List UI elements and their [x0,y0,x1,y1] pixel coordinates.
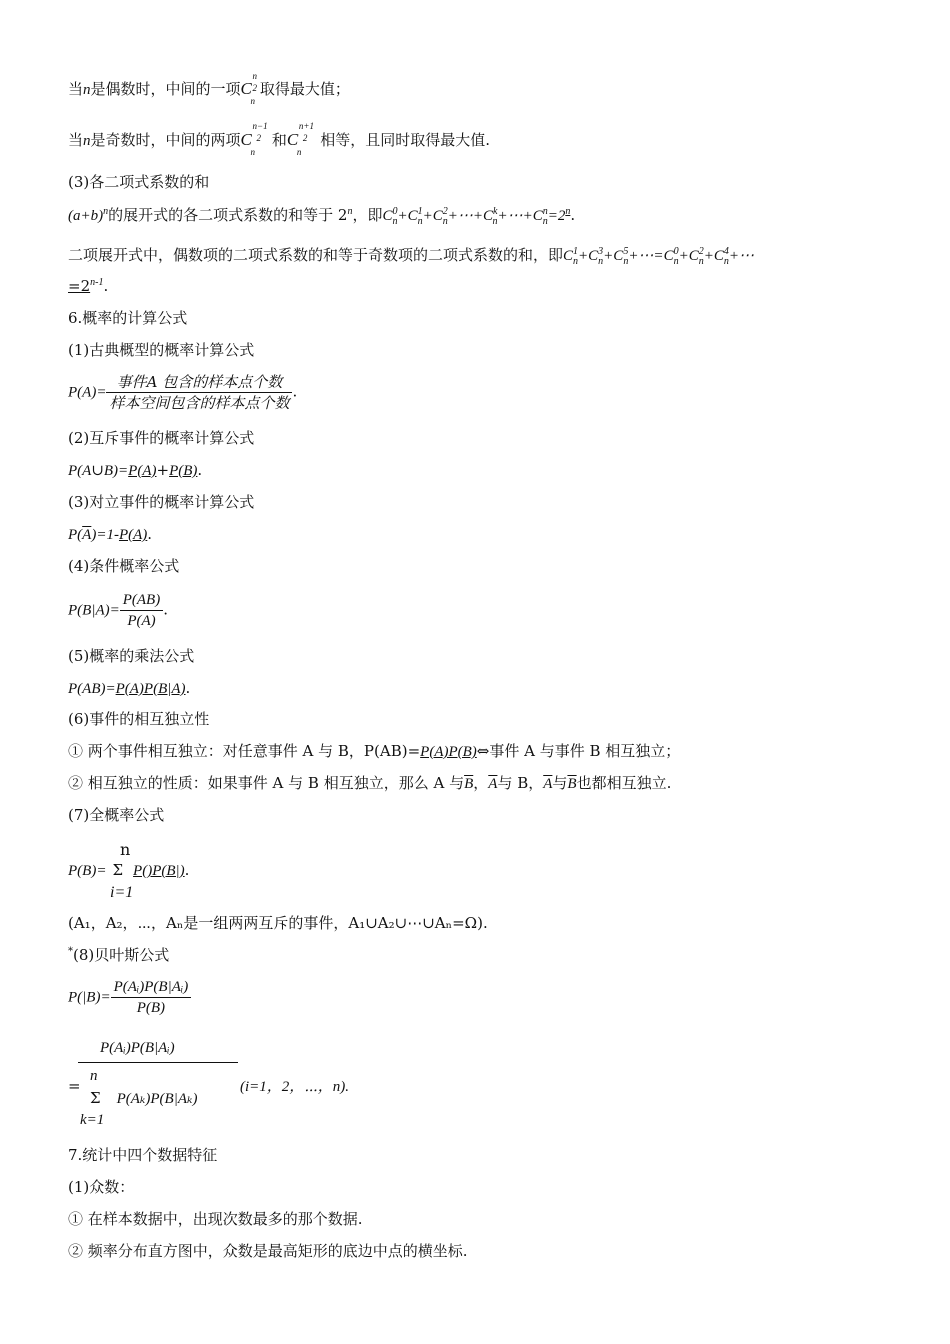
parity-sum-line: 二项展开式中，偶数项的二项式系数的和等于奇数项的二项式系数的和，即$C^1_n+C^3_n+C^5_n+\cdots=C^0_n+C^2_n+C^4_n+\cdots$ [68,246,754,267]
complement-formula: $P(\overline{A})=1-P(A)$. [68,525,153,543]
total-prob-formula: P(B)= Σ P()P(B|). [68,861,190,879]
binomial-coefficient: C n 2 n [240,71,258,106]
classical-prob-title: (1)古典概型的概率计算公式 [68,341,255,359]
binomial-sum-line: $(a+b)^n$的展开式的各二项式系数的和等于 2$^n$，即$C^0_n+C^1_n+C^2_n+\cdots+C^k_n+\cdots+C^n_n=2^n$. [68,206,576,227]
parity-sum-result: $=2^{n-1}$. [68,277,109,295]
exclusive-events-formula: P(A∪B)=P(A)+P(B). [68,461,203,479]
mode-title: (1)众数： [68,1178,135,1196]
binomial-coefficient: C n+1 2 n [286,121,314,157]
binomial-coefficient: C n−1 2 n [240,121,268,157]
complement-title: (3)对立事件的概率计算公式 [68,493,255,511]
section-6-heading: 6.概率的计算公式 [68,309,188,327]
mode-def-1: ① 在样本数据中，出现次数最多的那个数据. [68,1210,363,1228]
section-3-title: (3)各二项式系数的和 [68,173,210,191]
bayes-expanded-numerator: P(Aᵢ)P(B|Aᵢ) [100,1040,175,1056]
independence-property: ② 相互独立的性质：如果事件 A 与 B 相互独立，那么 A 与$\overline{B}$，$\overline{A}$与 B，$\overline{A}$与$\overline{B}$也都相互独立. [68,774,672,792]
exclusive-events-title: (2)互斥事件的概率计算公式 [68,429,255,447]
total-prob-note: (A₁，A₂，⋯，Aₙ是一组两两互斥的事件，A₁∪A₂∪⋯∪Aₙ=Ω). [68,914,488,932]
bayes-index-range: (i=1，2，⋯，n). [240,1079,350,1095]
total-prob-title: (7)全概率公式 [68,806,165,824]
bayes-expanded-formula: = [68,1077,81,1095]
bayes-title: *(8)贝叶斯公式 [68,946,170,964]
sum-lower-limit: k=1 [80,1112,105,1128]
conditional-prob-formula: P(B|A)= $\frac{P(AB)}{P(A)}$ . [68,592,168,629]
bayes-denominator: Σ P(Aₖ)P(B|Aₖ) [90,1089,198,1107]
classical-prob-formula: P(A)= $\frac{\text{事件A 包含的样本点个数}}{\text{样本空间包含的样本点个数}}$ . [68,373,298,412]
conditional-prob-title: (4)条件概率公式 [68,557,180,575]
even-case-line: 当n是偶数时，中间的一项C n 2 n 取得最大值； [68,71,350,106]
bayes-formula: P(|B)= $\frac{\text{P(Aᵢ)P(B|Aᵢ)}}{P(B)}$ [68,977,191,1018]
fraction-bar [78,1062,238,1063]
multiplication-rule-formula: P(AB)=P(A)P(B|A). [68,679,191,697]
multiplication-rule-title: (5)概率的乘法公式 [68,647,195,665]
mode-def-2: ② 频率分布直方图中，众数是最高矩形的底边中点的横坐标. [68,1242,468,1260]
sum-lower-limit: i=1 [110,884,134,901]
sum-upper-limit: n [90,1068,98,1084]
independence-title: (6)事件的相互独立性 [68,710,210,728]
independence-def: ① 两个事件相互独立：对任意事件 A 与 B，P(AB)=P(A)P(B)⇔事件 A 与事件 B 相互独立； [68,742,681,760]
sum-upper-limit: n [120,840,131,859]
odd-case-line: 当n是奇数时，中间的两项C n−1 2 n 和C n+1 2 n 相等，且同时取得最大值. [68,121,491,157]
section-7-heading: 7.统计中四个数据特征 [68,1146,218,1164]
